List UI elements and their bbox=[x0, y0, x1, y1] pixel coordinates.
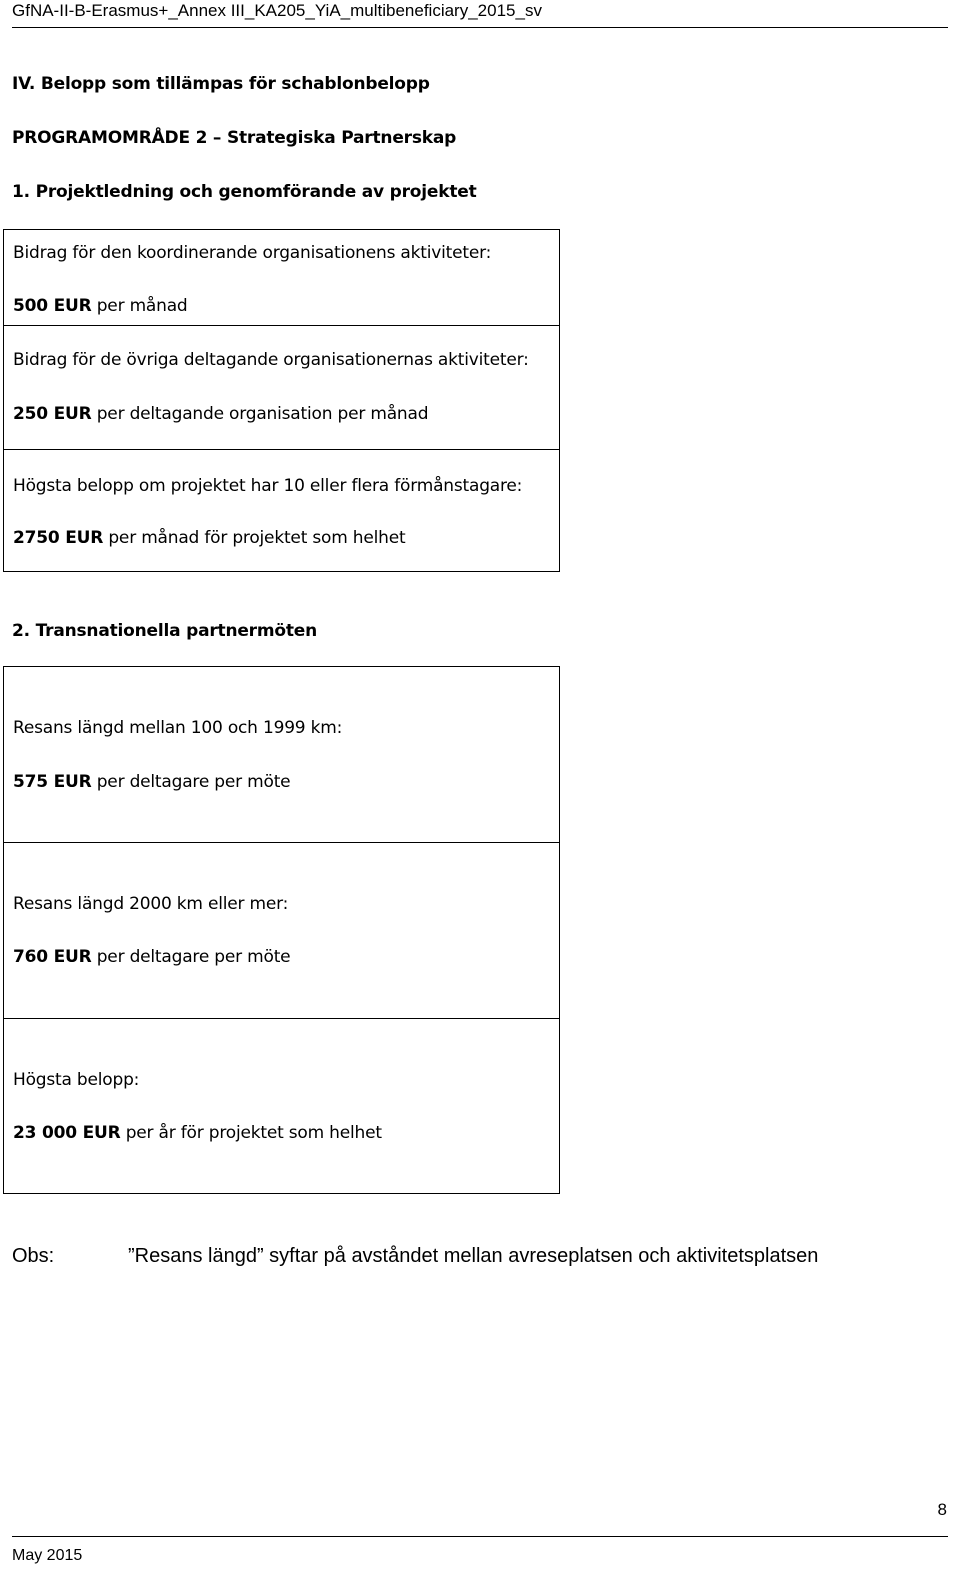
row-label: Resans längd mellan 100 och 1999 km: bbox=[13, 718, 343, 738]
note-text: ”Resans längd” syftar på avståndet mellan avreseplatsen och aktivitetsplatsen bbox=[128, 1245, 819, 1267]
table-row bbox=[4, 667, 559, 842]
row-unit: per år för projektet som helhet bbox=[120, 1123, 382, 1143]
footer-divider bbox=[12, 1536, 948, 1537]
row-unit: per månad för projektet som helhet bbox=[103, 528, 406, 548]
part2-heading: 2. Transnationella partnermöten bbox=[12, 621, 318, 641]
program-area-title: PROGRAMOMRÅDE 2 – Strategiska Partnerskap bbox=[12, 128, 457, 148]
row-unit: per deltagare per möte bbox=[91, 947, 291, 967]
table-row bbox=[4, 842, 559, 1018]
row-unit: per månad bbox=[91, 296, 188, 316]
row-label: Högsta belopp om projektet har 10 eller flera förmånstagare: bbox=[13, 476, 523, 496]
row-amount: 250 EUR bbox=[13, 404, 92, 424]
project-management-table bbox=[3, 229, 560, 572]
table-row bbox=[4, 449, 559, 571]
page-number: 8 bbox=[937, 1500, 947, 1519]
row-label: Högsta belopp: bbox=[13, 1070, 140, 1090]
table-row bbox=[4, 230, 559, 325]
row-amount: 575 EUR bbox=[13, 772, 92, 792]
row-amount-line bbox=[13, 1122, 382, 1144]
row-amount-line bbox=[13, 771, 290, 793]
note-label: Obs: bbox=[12, 1245, 55, 1267]
row-unit: per deltagare per möte bbox=[91, 772, 291, 792]
row-amount: 500 EUR bbox=[13, 296, 92, 316]
row-amount: 2750 EUR bbox=[13, 528, 104, 548]
row-label: Bidrag för den koordinerande organisationens aktiviteter: bbox=[13, 243, 492, 263]
running-header: GfNA-II-B-Erasmus+_Annex III_KA205_YiA_multibeneficiary_2015_sv bbox=[12, 1, 542, 20]
table-row bbox=[4, 325, 559, 449]
header-divider bbox=[12, 27, 948, 28]
table-row bbox=[4, 1018, 559, 1193]
row-label: Resans längd 2000 km eller mer: bbox=[13, 894, 289, 914]
row-amount: 760 EUR bbox=[13, 947, 92, 967]
row-amount-line bbox=[13, 403, 428, 425]
row-amount-line bbox=[13, 946, 290, 968]
row-amount-line bbox=[13, 527, 405, 549]
part1-heading: 1. Projektledning och genomförande av projektet bbox=[12, 182, 477, 202]
row-amount: 23 000 EUR bbox=[13, 1123, 121, 1143]
row-label: Bidrag för de övriga deltagande organisationernas aktiviteter: bbox=[13, 350, 529, 370]
section-title: IV. Belopp som tillämpas för schablonbelopp bbox=[12, 74, 430, 94]
partner-meetings-table bbox=[3, 666, 560, 1194]
footer-date: May 2015 bbox=[12, 1547, 83, 1564]
row-amount-line bbox=[13, 295, 188, 317]
row-unit: per deltagande organisation per månad bbox=[91, 404, 429, 424]
